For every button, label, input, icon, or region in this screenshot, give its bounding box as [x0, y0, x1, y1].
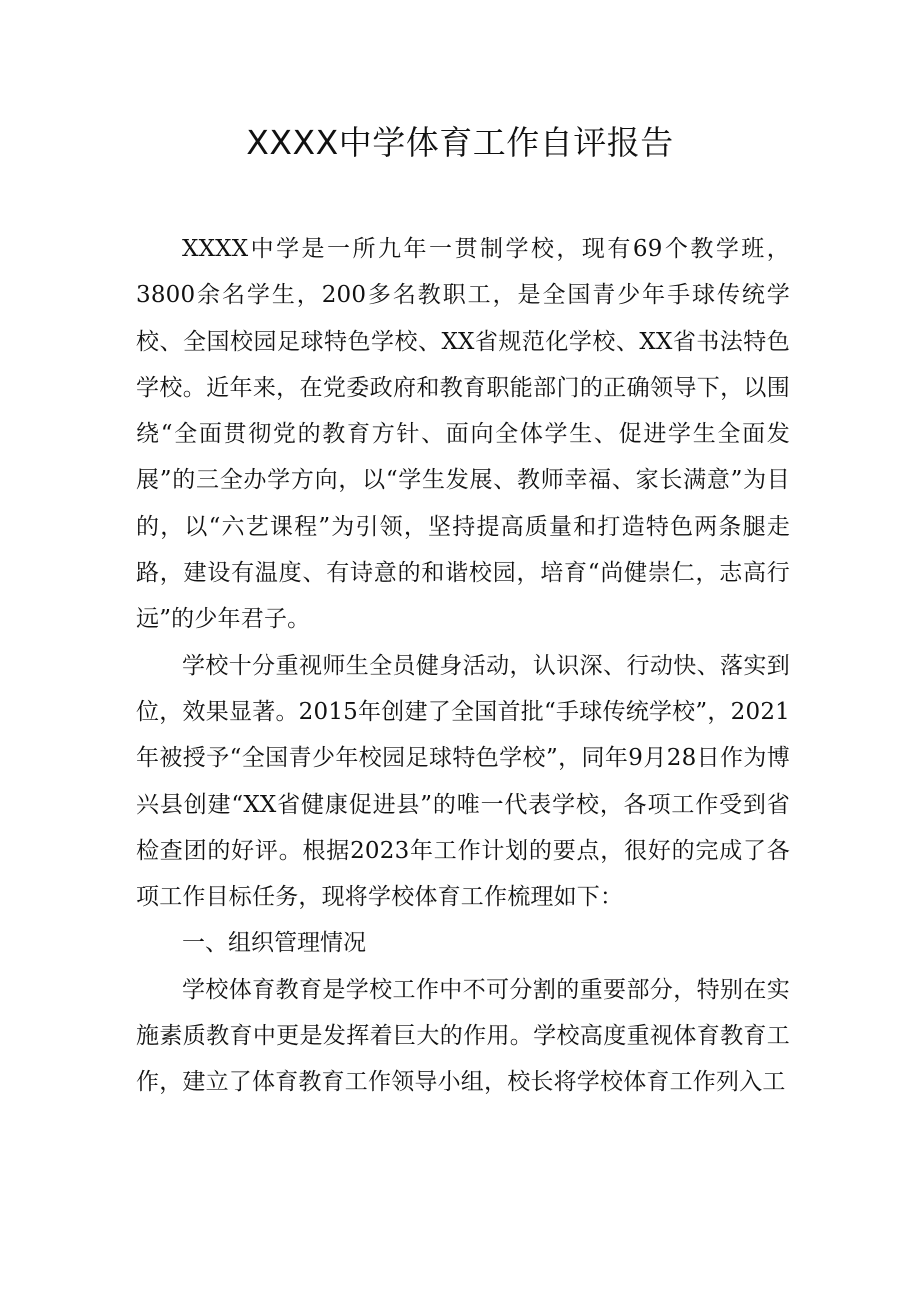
intro-paragraph: XXXX中学是一所九年一贯制学校，现有69个教学班，3800余名学生，200多名教职工，是全国青少年手球传统学校、全国校园足球特色学校、XX省规范化学校、XX省书法特色学校。近年来，在党委政府和教育职能部门的正确领导下，以围绕“全面贯彻党的教育方针、面向全体学生、促进学生全面发展”的三全办学方向，以“学生发展、教师幸福、家长满意”为目的，以“六艺课程”为引领，坚持提高质量和打造特色两条腿走路，建设有温度、有诗意的和谐校园，培育“尚健崇仁，志高行远”的少年君子。: [136, 236, 790, 633]
overview-paragraph: 学校十分重视师生全员健身活动，认识深、行动快、落实到位，效果显著。2015年创建了全国首批“手球传统学校”，2021年被授予“全国青少年校园足球特色学校”，同年9月28日作为博兴县创建“XX省健康促进县”的唯一代表学校，各项工作受到省检查团的好评。根据2023年工作计划的要点，很好的完成了各项工作目标任务，现将学校体育工作梳理如下：: [136, 652, 790, 911]
document-body: [136, 226, 790, 1106]
section-heading: 一、组织管理情况: [182, 930, 366, 957]
section-paragraph: 学校体育教育是学校工作中不可分割的重要部分，特别在实施素质教育中更是发挥着巨大的作用。学校高度重视体育教育工作，建立了体育教育工作领导小组，校长将学校体育工作列入工: [136, 976, 790, 1096]
document-title: XXXX中学体育工作自评报告: [246, 123, 674, 162]
